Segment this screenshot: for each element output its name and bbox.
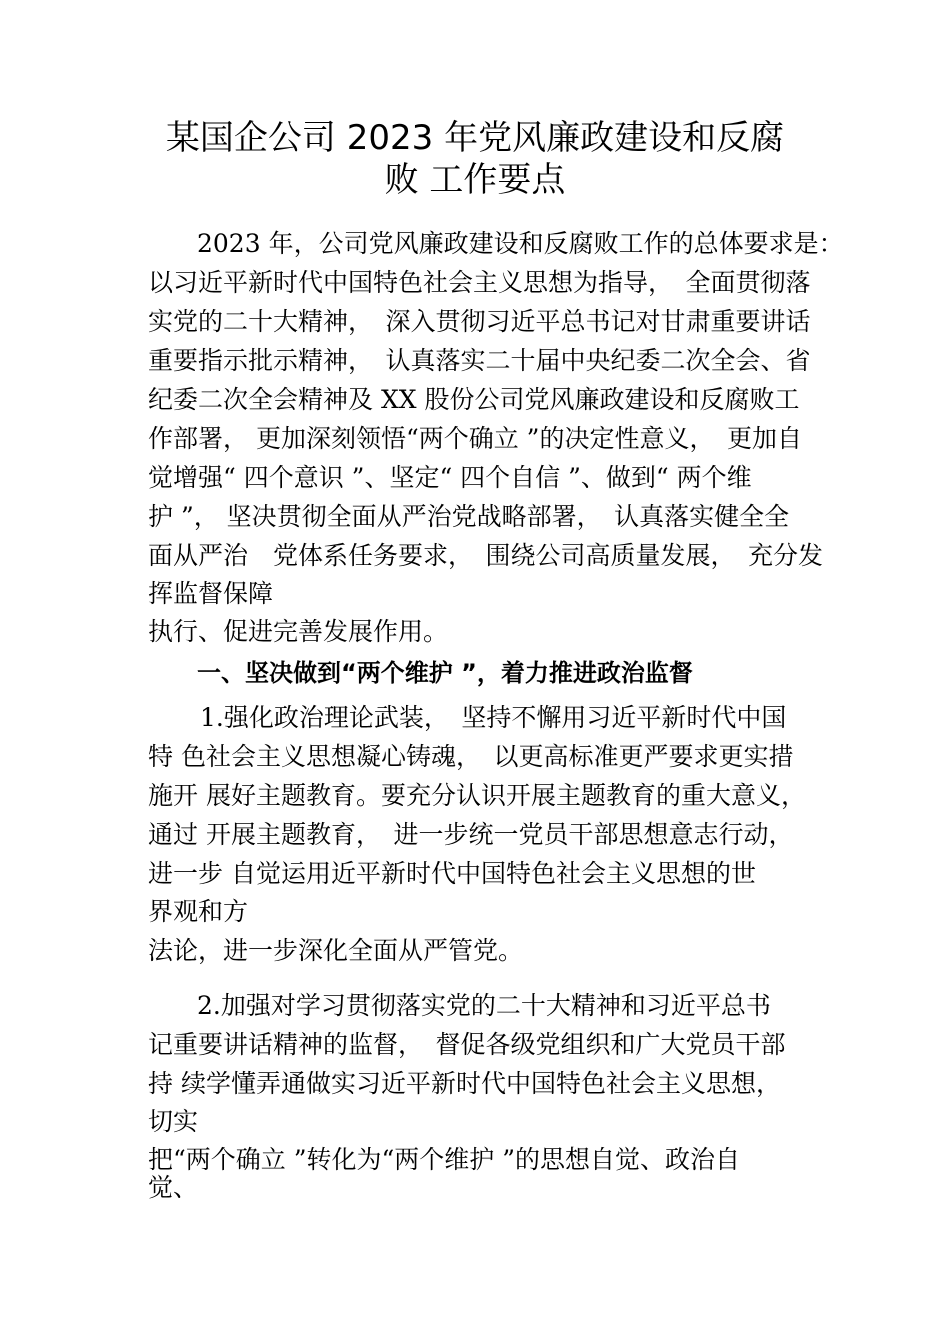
item-2-line: 持 续学懂弄通做实习近平新时代中国特色社会主义思想， — [148, 1069, 781, 1098]
item-2-line: 觉、 — [148, 1173, 199, 1202]
intro-line: 护 ”， 坚决贯彻全面从严治党战略部署， 认真落实健全全 — [148, 502, 790, 531]
intro-line: 作部署， 更加深刻领悟“两个确立 ”的决定性意义， 更加自 — [148, 424, 802, 453]
section-1-heading: 一、坚决做到“两个维护 ”，着力推进政治监督 — [197, 659, 693, 687]
intro-line: 实党的二十大精神， 深入贯彻习近平总书记对甘肃重要讲话 — [148, 307, 811, 336]
item-1-line: 界观和方 — [148, 897, 249, 926]
intro-line: 挥监督保障 — [148, 579, 274, 608]
item-1-line: 法论，进一步深化全面从严管党。 — [148, 936, 524, 965]
item-2-line: 切实 — [148, 1107, 199, 1136]
intro-line: 执行、促进完善发展作用。 — [148, 617, 449, 646]
item-1-line: 施开 展好主题教育。要充分认识开展主题教育的重大意义， — [148, 781, 806, 810]
item-1-line: 特 色社会主义思想凝心铸魂， 以更高标准更严要求更实措 — [148, 742, 794, 771]
document-title-line-2: 败 工作要点 — [384, 160, 566, 200]
item-1-line: 通过 开展主题教育， 进一步统一党员干部思想意志行动， — [148, 820, 794, 849]
intro-line: 以习近平新时代中国特色社会主义思想为指导， 全面贯彻落 — [148, 268, 811, 297]
item-2-line: 把“两个确立 ”转化为“两个维护 ”的思想自觉、政治自 — [148, 1145, 741, 1174]
item-2-line: 记重要讲话精神的监督， 督促各级党组织和广大党员干部 — [148, 1030, 786, 1059]
document-title-line-1: 某国企公司 2023 年党风廉政建设和反腐 — [165, 118, 785, 158]
intro-line: 重要指示批示精神， 认真落实二十届中央纪委二次全会、省 — [148, 346, 811, 375]
item-2-line: 2.加强对学习贯彻落实党的二十大精神和习近平总书 — [197, 991, 771, 1020]
item-1-line: 1.强化政治理论武装， 坚持不懈用习近平新时代中国 — [200, 703, 787, 732]
intro-line: 2023 年，公司党风廉政建设和反腐败工作的总体要求是： — [197, 229, 844, 258]
intro-line: 纪委二次全会精神及 XX 股份公司党风廉政建设和反腐败工 — [148, 385, 800, 414]
intro-line: 面从严治 党体系任务要求， 围绕公司高质量发展， 充分发 — [148, 541, 824, 570]
item-1-line: 进一步 自觉运用近平新时代中国特色社会主义思想的世 — [148, 859, 756, 888]
intro-line: 觉增强“ 四个意识 ”、坚定“ 四个自信 ”、做到“ 两个维 — [148, 463, 752, 492]
